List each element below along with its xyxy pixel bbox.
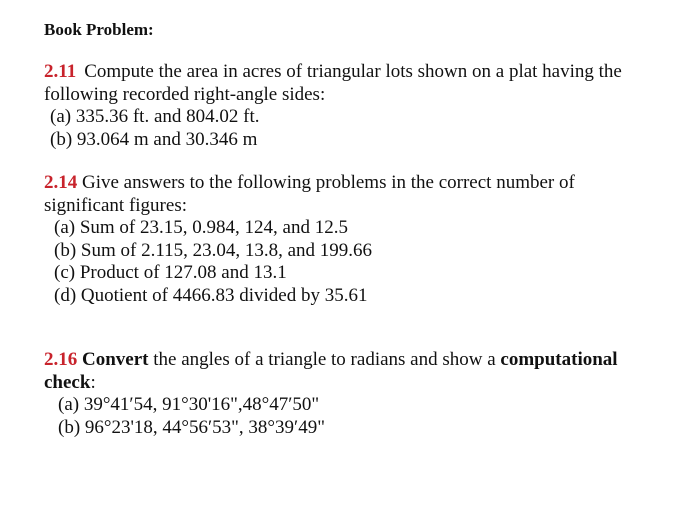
list-item: (a) 39°41′54, 91°30'16",48°47′50": [58, 394, 320, 415]
problem-text: the angles of a triangle to radians and show a: [148, 349, 501, 370]
problem-text: Compute the area in acres of triangular lots shown on a plat having the: [84, 61, 622, 82]
problem-2-11-line2: following recorded right-angle sides:: [44, 83, 326, 105]
problem-text: Give answers to the following problems in the correct number of: [77, 172, 575, 193]
problem-2-16-line2: [44, 372, 684, 395]
problem-number: 2.16: [44, 349, 78, 370]
keyword-convert: Convert: [82, 349, 149, 370]
list-item: (b) Sum of 2.115, 23.04, 13.8, and 199.66: [54, 239, 373, 261]
problem-2-16: [44, 349, 684, 439]
problem-number: 2.11: [44, 61, 77, 82]
list-item: (b) 93.064 m and 30.346 m: [50, 128, 258, 150]
colon: :: [90, 371, 96, 393]
problem-2-14-line1: [44, 172, 684, 195]
list-item: (d) Quotient of 4466.83 divided by 35.61: [54, 284, 368, 306]
problem-2-14-line2: significant figures:: [44, 194, 187, 216]
list-item: (b) 96°23'18, 44°56′53", 38°39′49": [58, 416, 325, 438]
problem-2-11-line1: [44, 61, 684, 84]
page-heading: Book Problem:: [44, 20, 154, 39]
problem-2-11: [44, 61, 684, 151]
keyword-check: check: [44, 371, 91, 393]
list-item: (a) 335.36 ft. and 804.02 ft.: [50, 106, 260, 127]
keyword-computational: computational: [500, 349, 618, 370]
problem-number: 2.14: [44, 172, 78, 193]
problem-2-16-line1: [44, 349, 684, 372]
problem-2-14: [44, 172, 684, 307]
list-item: (c) Product of 127.08 and 13.1: [54, 262, 287, 283]
list-item: (a) Sum of 23.15, 0.984, 124, and 12.5: [54, 217, 348, 238]
